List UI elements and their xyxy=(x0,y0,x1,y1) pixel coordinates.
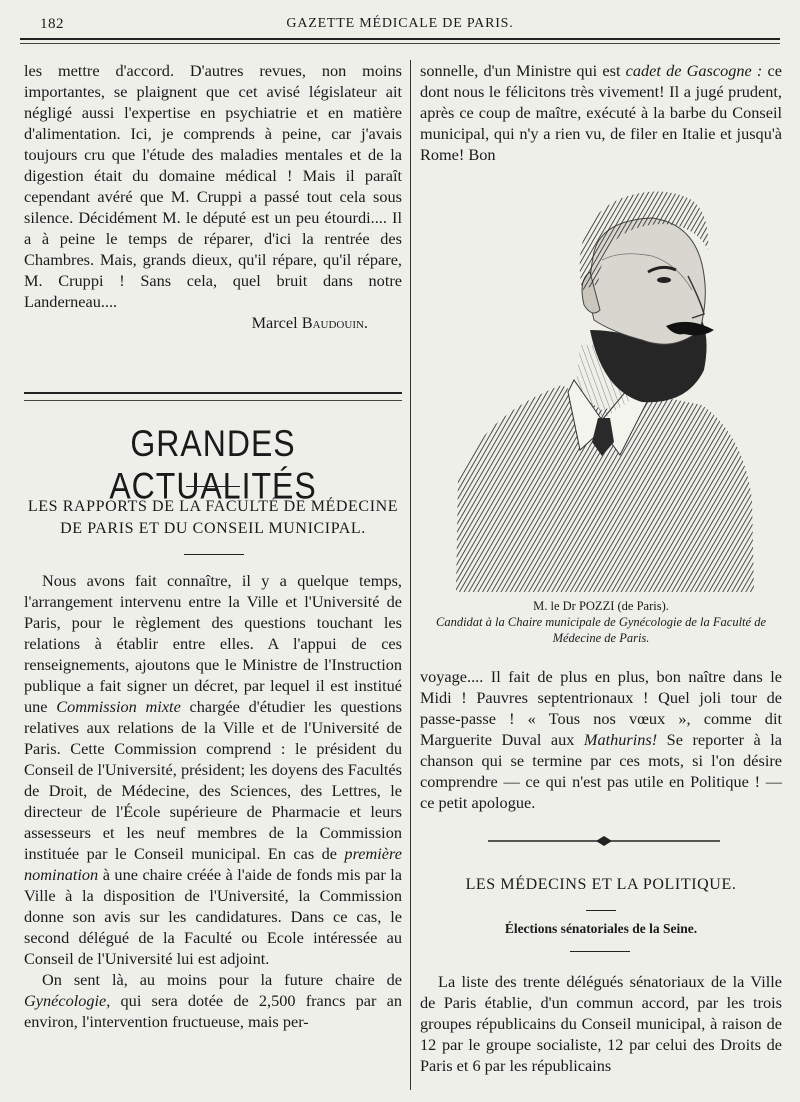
continuation-paragraph-right: sonnelle, d'un Ministre qui est cadet de Gascogne : ce dont nous le félicitons très vivement! Il a jugé prudent, après ce coup de maître, exécuté à la barbe du Conseil municipal, qui n'y a rien vu, de filer en Italie et jusqu'à Rome! Bon xyxy=(420,61,782,164)
ornament-rule xyxy=(488,836,720,846)
politique-subheading: Élections sénatoriales de la Seine. xyxy=(504,921,698,936)
page-number: 182 xyxy=(40,16,64,32)
column-divider xyxy=(410,60,411,1090)
caption-description: Candidat à la Chaire municipale de Gynécologie de la Faculté de Médecine de Paris. xyxy=(435,615,767,645)
page-header xyxy=(22,12,778,36)
heading-spacer xyxy=(24,540,402,570)
article-heading: LES RAPPORTS DE LA FACULTÉ DE MÉDECINE DE PARIS ET DU CONSEIL MUNICIPAL. xyxy=(27,498,399,537)
right-column-continuation xyxy=(420,60,782,165)
engraved-portrait-image xyxy=(452,180,758,600)
left-column-continuation xyxy=(24,60,402,333)
caption-name: M. le Dr POZZI (de Paris). xyxy=(533,599,669,613)
subheading-underline xyxy=(570,951,630,952)
article-paragraph-1: Nous avons fait connaître, il y a quelque temps, l'arrangement intervenu entre la Ville et l'Université de Paris, pour le règlement des questions touchant les relations à établir entre elles. A l'appui de ces renseignements, ajoutons que le Ministre de l'Instruction publique a fait signer un décret, par lequel il est institué une Commission mixte chargée d'étudier les questions relatives aux relations de la Ville et de l'Université de Paris. Cette Commission comprend : le président du Conseil de l'Université, président; les doyens des Facultés de Droit, de Médecine, des Sciences, des Lettres, le directeur de l'École supérieure de Pharmacie et leurs assesseurs et les neuf membres de la Commission instituée par le Conseil municipal. En cas de première nomination à une chaire créée à l'aide de fonds mis par la Ville à la disposition de l'Université, la Commission donne son avis sur les candidatures. Dans ce cas, le second délégué de la Faculté ou Ecole intéressée au Conseil de l'Université lui est adjoint. xyxy=(24,571,403,968)
facultes-article xyxy=(24,496,402,1032)
portrait-caption xyxy=(420,598,782,646)
right-column-voyage xyxy=(420,666,782,813)
header-rule xyxy=(20,38,780,40)
voyage-paragraph: voyage.... Il fait de plus en plus, bon naître dans le Midi ! Pauvres septentrionaux ! Quel joli tour de passe-passe ! « Tous nos vœux », comme dit Marguerite Duval aux Mathurins! Se reporter à la chanson qui se termine par ces mots, si l'on désire comprendre — ce qui n'est pas utile en Politique ! — ce petit apologue. xyxy=(420,667,783,812)
continuation-paragraph: les mettre d'accord. D'autres revues, non moins importantes, se plaignent que cet avisé législateur ait négligé aussi l'expertise en psychiatrie et en matière d'alimentation. Ici, je comprends à peine, car j'avais toujours cru que l'étude des maladies mentales et de la digestion était du domaine médical ! Mais il paraît cependant avéré que M. Cruppi a passé tout cela sous silence. Décidément M. le député est un peu étourdi.... Il a à peine le temps de réparer, d'ici la rentrée des Chambres. Mais, grands dieux, qu'il répare, qu'il répare, M. Cruppi ! Sans cela, quel bruit dans notre Landerneau.... xyxy=(24,61,402,311)
politique-spacer xyxy=(420,896,782,918)
politique-underline xyxy=(586,910,616,911)
politique-heading: LES MÉDECINS ET LA POLITIQUE. xyxy=(465,876,737,893)
section-separator xyxy=(24,392,402,401)
politique-paragraph: La liste des trente délégués sénatoriaux de la Ville de Paris établie, d'un commun accord, par les trois groupes républicains du Conseil municipal, à raison de 12 par le groupe socialiste, 12 par celui des Droits de Paris et 6 par les républicains xyxy=(420,972,782,1075)
author-signature: Marcel Baudouin. xyxy=(251,313,368,332)
section-title: GRANDES ACTUALITÉS xyxy=(109,422,317,507)
politique-article xyxy=(420,874,782,1076)
heading-underline xyxy=(184,554,244,555)
subheading-spacer xyxy=(420,939,782,971)
title-underline xyxy=(186,486,240,487)
journal-title: GAZETTE MÉDICALE DE PARIS. xyxy=(286,16,514,31)
header-rule-thin xyxy=(20,43,780,44)
article-paragraph-2: On sent là, au moins pour la future chaire de Gynécologie, qui sera dotée de 2,500 francs par an environ, l'intervention fructueuse, mais per- xyxy=(24,970,402,1031)
